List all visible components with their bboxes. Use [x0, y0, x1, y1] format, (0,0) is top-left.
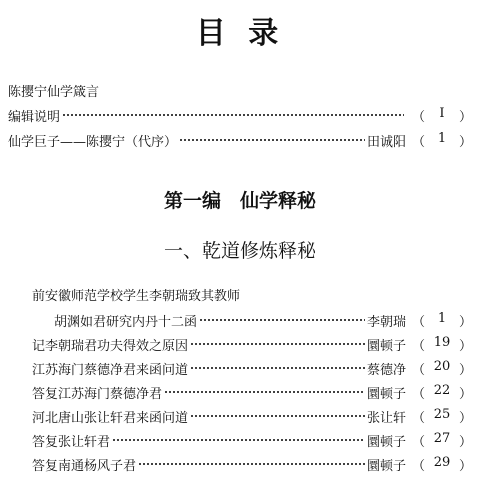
toc-entry — [32, 382, 472, 402]
toc-entry-title: 答复张让轩君 — [32, 434, 111, 450]
leader-dots — [190, 415, 365, 417]
toc-entry — [32, 406, 472, 426]
toc-entry — [32, 334, 472, 354]
toc-entry-author: 圜顿子 — [366, 386, 406, 402]
toc-entry — [32, 358, 472, 378]
toc-entry-title: 编辑说明 — [8, 109, 61, 125]
toc-entry-page: （ 25 ） — [412, 406, 472, 426]
toc-entry-title: 胡渊如君研究内丹十二函 — [54, 314, 198, 330]
leader-dots — [164, 391, 365, 393]
toc-entry-page: （ 27 ） — [412, 430, 472, 450]
part-title: 第一编 仙学释秘 — [163, 190, 316, 212]
toc-entry-author: 圜顿子 — [366, 434, 406, 450]
toc-entry-page: （ 1 ） — [412, 130, 472, 150]
toc-entry-page: （ 19 ） — [412, 334, 472, 354]
toc-entry-author: 圜顿子 — [366, 458, 406, 474]
toc-entry-title: 前安徽师范学校学生李朝瑞致其教师 — [32, 288, 241, 304]
toc-entry-author: 张让轩 — [366, 410, 406, 426]
toc-entry-title: 答复江苏海门蔡德净君 — [32, 386, 163, 402]
leader-dots — [62, 114, 404, 116]
toc-entry-author: 蔡德净 — [366, 362, 406, 378]
leader-dots — [179, 139, 365, 141]
toc-entry — [54, 310, 472, 330]
toc-entry-page: （ 22 ） — [412, 382, 472, 402]
leader-dots — [190, 367, 365, 369]
toc-entry-author: 圜顿子 — [366, 338, 406, 354]
toc-entry-author: 李朝瑞 — [366, 314, 406, 330]
toc-entry-page: （ 29 ） — [412, 454, 472, 474]
preface-title — [8, 80, 448, 100]
toc-entry-line1 — [32, 284, 452, 304]
section-title: 一、乾道修炼释秘 — [163, 240, 316, 262]
toc-entry-title: 仙学巨子——陈撄宁（代序） — [8, 134, 178, 150]
leader-dots — [190, 343, 365, 345]
toc-entry-title: 答复南通杨风子君 — [32, 458, 137, 474]
preface-title-text: 陈撄宁仙学箴言 — [8, 84, 100, 100]
toc-entry — [32, 454, 472, 474]
toc-entry-title: 记李朝瑞君功夫得效之原因 — [32, 338, 189, 354]
toc-entry — [32, 430, 472, 450]
toc-entry-title: 河北唐山张让轩君来函问道 — [32, 410, 189, 426]
toc-entry — [8, 105, 472, 125]
toc-entry-page: （ 20 ） — [412, 358, 472, 378]
toc-entry-author: 田诚阳 — [366, 134, 406, 150]
toc-entry-title: 江苏海门蔡德净君来函问道 — [32, 362, 189, 378]
toc-entry — [8, 130, 472, 150]
leader-dots — [138, 463, 365, 465]
toc-entry-page: （ 1 ） — [412, 310, 472, 330]
leader-dots — [112, 439, 365, 441]
leader-dots — [199, 319, 365, 321]
page-title: 目 录 — [195, 16, 285, 51]
toc-entry-page: （ Ⅰ ） — [412, 105, 472, 125]
